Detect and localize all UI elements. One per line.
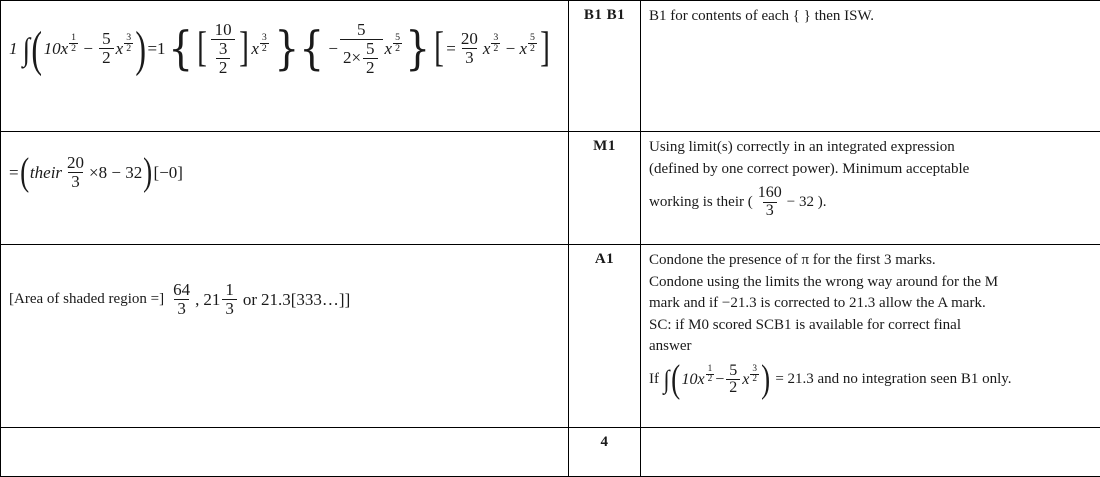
frac-20-over-3: $\frac{20}{3}$ — [64, 154, 87, 191]
note-line: answer — [649, 337, 1092, 357]
or-word: or — [243, 291, 257, 308]
working-expression-2 — [9, 154, 183, 191]
exp-three-halves-c: $\frac{3}{2}$ — [491, 33, 500, 54]
note-minimum-working — [649, 185, 1092, 220]
working-cell-3 — [1, 245, 569, 428]
note-line: Using limit(s) correctly in an integrated expression — [649, 138, 1092, 158]
close-bracket-3: ] — [345, 291, 351, 308]
mark-cell-1: B1 B1 — [569, 1, 641, 132]
working-expression-1: 1 ∫ ( 10 x $\frac{1}{2}$ − $\frac{5}{2}$ x $\frac{3}{2}$ ) =1 { [ $\frac{10}{\frac{3}{2}}$ ] x $\frac{3}{2}$ }{ − 5 2× $\frac{5}{2}$ x $\frac{5}{2}$ } [ = $\frac{20}{3}$ x $\frac{3}{2}$ − x $\frac{5}{2}$ ] — [9, 21, 552, 77]
note-line: mark and if −21.3 is corrected to 21.3 allow the A mark. — [649, 294, 1092, 314]
working-cell-4 — [1, 428, 569, 477]
decimal-value: 21.3[333…] — [261, 291, 345, 308]
notes-cell-3 — [641, 245, 1100, 428]
frac-10-over-3-2: $\frac{10}{\frac{3}{2}}$ — [211, 21, 236, 77]
integral-sign: ∫ — [22, 37, 29, 61]
mark-cell-3: A1 — [569, 245, 641, 428]
open-bracket-1: [ — [197, 32, 207, 66]
exp-one-half: $\frac{1}{2}$ — [69, 33, 78, 54]
exp-three-halves-b: $\frac{3}{2}$ — [260, 33, 269, 54]
open-paren: ( — [32, 30, 43, 68]
final-coef-a: 10 — [681, 372, 697, 388]
note-line: Condone the presence of π for the first 3 marks. — [649, 251, 1092, 271]
their-label: their — [30, 164, 62, 181]
open-bracket-2: [ — [434, 32, 444, 66]
coef-five-halves: $\frac{5}{2}$ — [99, 30, 114, 67]
table-row — [1, 428, 1100, 477]
note-final-condition: If ∫ ( 10 x $\frac{1}{2}$ − $\frac{5}{2}$ x $\frac{3}{2}$ ) = 21.3 and no integration seen B1 only. — [649, 363, 1092, 398]
equals-one: =1 — [147, 40, 165, 57]
table-row — [1, 132, 1100, 245]
note-line: B1 for contents of each { } then ISW. — [649, 7, 1092, 27]
result-20-over-3: $\frac{20}{3}$ — [458, 30, 481, 67]
open-paren-3: ( — [671, 365, 680, 394]
close-paren: ) — [135, 30, 146, 68]
frac-160-over-3: $\frac{160}{3}$ — [755, 185, 785, 220]
exp-one-half-2: $\frac{1}{2}$ — [706, 365, 715, 385]
exp-five-halves-b: $\frac{5}{2}$ — [528, 33, 537, 54]
integral-sign-small: ∫ — [664, 370, 670, 390]
note-line: (defined by one correct power). Minimum acceptable — [649, 160, 1092, 180]
table-row — [1, 245, 1100, 428]
open-brace: { — [168, 30, 193, 67]
exp-five-halves-a: $\frac{5}{2}$ — [393, 33, 402, 54]
brace-mid: }{ — [274, 30, 324, 67]
zero-bracket: [−0] — [154, 164, 183, 181]
note-suffix: − 32 ). — [787, 193, 827, 213]
notes-cell-1 — [641, 1, 1100, 132]
exp-three-halves-a: $\frac{3}{2}$ — [124, 33, 133, 54]
mixed-frac: $\frac{1}{3}$ — [222, 281, 237, 318]
final-coef-b: $\frac{5}{2}$ — [726, 363, 740, 398]
working-cell-2 — [1, 132, 569, 245]
mixed-whole: 21 — [203, 291, 220, 308]
note-line: Condone using the limits the wrong way around for the M — [649, 273, 1092, 293]
area-label: [Area of shaded region =] — [9, 292, 164, 307]
notes-cell-2 — [641, 132, 1100, 245]
close-bracket-2: ] — [540, 32, 550, 66]
frac-64-over-3: $\frac{64}{3}$ — [170, 281, 193, 318]
exp-three-halves-d: $\frac{3}{2}$ — [750, 365, 759, 385]
working-expression-3 — [9, 281, 350, 318]
term-10x: 10 — [44, 40, 61, 57]
table-row — [1, 1, 1100, 132]
equals-sign: = — [9, 164, 19, 181]
close-brace: } — [405, 30, 430, 67]
close-bracket-1: ] — [239, 32, 249, 66]
open-paren-2: ( — [20, 158, 29, 187]
note-line: SC: if M0 scored SCB1 is available for correct final — [649, 316, 1092, 336]
mark-cell-2: M1 — [569, 132, 641, 245]
total-mark-cell: 4 — [569, 428, 641, 477]
frac-5-over-2x5-2: 5 2× $\frac{5}{2}$ — [340, 21, 383, 77]
note-prefix: working is their ( — [649, 193, 753, 213]
note-if-prefix: If — [649, 370, 659, 390]
notes-cell-4 — [641, 428, 1100, 477]
note-final-suffix: = 21.3 and no integration seen B1 only. — [775, 370, 1011, 390]
working-cell-1 — [1, 1, 569, 132]
close-paren-2: ) — [143, 158, 152, 187]
comma: , — [195, 291, 199, 308]
times-eight-minus-32: ×8 − 32 — [89, 164, 142, 181]
lead-number: 1 — [9, 40, 18, 57]
close-paren-3: ) — [761, 365, 770, 394]
